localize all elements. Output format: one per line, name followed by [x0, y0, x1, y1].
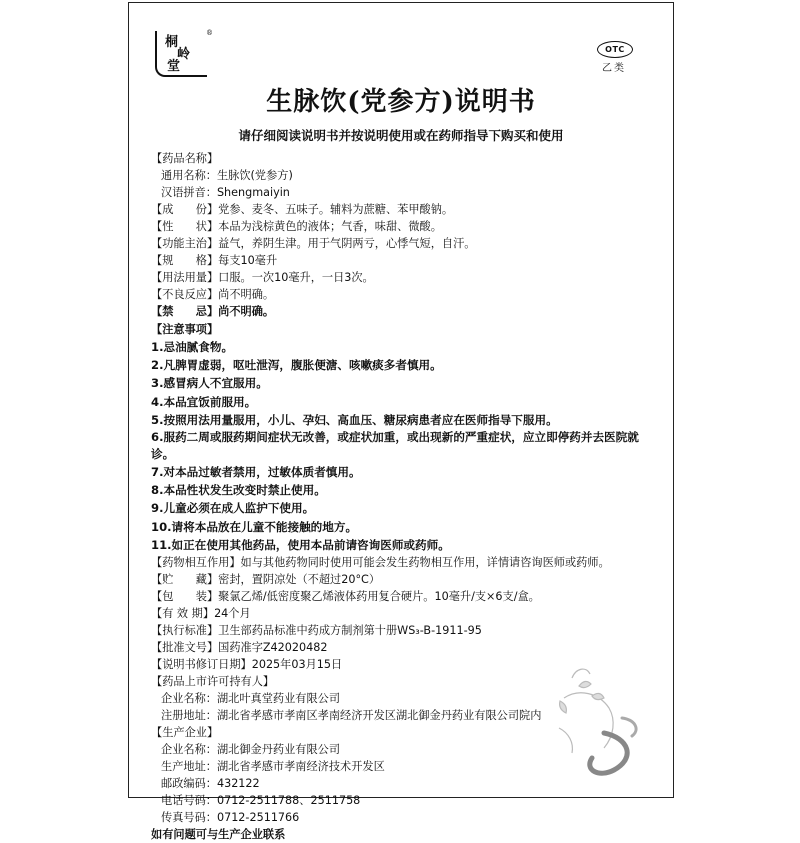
field-label: 【不良反应】 — [151, 288, 219, 301]
field-label: 注册地址： — [161, 709, 217, 723]
document-subtitle: 请仔细阅读说明书并按说明使用或在药师指导下购买和使用 — [238, 128, 564, 143]
manufacturer-heading: 【生产企业】 — [151, 726, 219, 740]
field-label: 【贮 藏】 — [151, 573, 219, 587]
field-label: 【用法用量】 — [151, 271, 219, 284]
validity-row — [151, 605, 666, 622]
field-value: 口服。一次10毫升，一日3次。 — [218, 271, 374, 284]
contra-row — [151, 303, 666, 320]
drug-name-heading: 【药品名称】 — [151, 152, 219, 165]
field-label: 【功能主治】 — [151, 237, 219, 250]
field-value: 432122 — [216, 777, 260, 791]
field-value: 益气，养阴生津。用于气阴两亏，心悸气短，自汗。 — [218, 237, 476, 250]
field-value: 湖北省孝感市孝南区孝南经济开发区湖北御金丹药业有限公司院内 — [216, 709, 542, 723]
field-label: 【药物相互作用】 — [151, 556, 241, 570]
field-label: 【执行标准】 — [151, 624, 219, 638]
field-value: 湖北御金丹药业有限公司 — [216, 743, 341, 757]
fax-row — [151, 809, 666, 826]
field-value: 湖北叶真堂药业有限公司 — [216, 692, 341, 706]
ingredients-row — [151, 201, 666, 218]
footer-note: 如有问题可与生产企业联系 — [151, 828, 286, 842]
package-row — [151, 588, 666, 605]
field-label: 汉语拼音： — [161, 186, 217, 199]
field-label: 传真号码： — [161, 811, 217, 825]
field-label: 邮政编码： — [161, 777, 217, 791]
note-item: 11.如正在使用其他药品，使用本品前请咨询医师或药师。 — [151, 537, 450, 552]
registered-mark: ® — [206, 29, 213, 37]
field-label: 通用名称： — [161, 169, 217, 182]
field-label: 【成 份】 — [151, 203, 219, 216]
decorative-plant-illustration — [544, 658, 644, 788]
standard-row — [151, 622, 666, 639]
note-item: 2.凡脾胃虚弱，呕吐泄泻，腹胀便溏、咳嗽痰多者慎用。 — [151, 358, 442, 373]
character-row — [151, 218, 666, 235]
brand-logo — [155, 29, 213, 77]
common-name-row — [151, 167, 666, 184]
field-label: 【有 效 期】 — [151, 607, 215, 621]
note-item: 3.感冒病人不宜服用。 — [151, 376, 268, 391]
field-value: 如与其他药物同时使用可能会发生药物相互作用，详情请咨询医师或药师。 — [240, 556, 610, 570]
indication-row — [151, 235, 666, 252]
field-value: 密封，置阴凉处（不超过20°C） — [218, 573, 381, 587]
field-value: 国药准字Z42020482 — [218, 641, 328, 655]
field-value: 卫生部药品标准中药成方制剂第十册WS₃-B-1911-95 — [218, 624, 482, 638]
field-value: 尚不明确。 — [218, 305, 275, 318]
note-item: 7.对本品过敏者禁用，过敏体质者慎用。 — [151, 465, 361, 480]
field-value: 0712-2511766 — [216, 811, 300, 825]
field-label: 企业名称： — [161, 743, 217, 757]
pinyin-row — [151, 184, 666, 201]
field-label: 【性 状】 — [151, 220, 219, 233]
field-value: 党参、麦冬、五味子。辅料为蔗糖、苯甲酸钠。 — [218, 203, 454, 216]
note-item: 9.儿童必须在成人监护下使用。 — [151, 501, 315, 516]
note-item: 5.按照用法用量服用，小儿、孕妇、高血压、糖尿病患者应在医师指导下服用。 — [151, 412, 558, 427]
tel-row — [151, 792, 666, 809]
field-value: 湖北省孝感市孝南经济技术开发区 — [216, 760, 385, 774]
adverse-row — [151, 286, 666, 303]
field-label: 【说明书修订日期】 — [151, 658, 252, 672]
notes-heading: 【注意事项】 — [151, 323, 219, 336]
note-item: 4.本品宜饭前服用。 — [151, 394, 257, 409]
field-value: 尚不明确。 — [218, 288, 275, 301]
field-label: 【规 格】 — [151, 254, 219, 267]
field-value: 0712-2511788、2511758 — [216, 794, 361, 808]
document-title: 生脉饮(党参方)说明书 — [266, 87, 536, 117]
field-value: 每支10毫升 — [218, 254, 278, 267]
logo-char-1: 桐 — [165, 35, 179, 50]
field-label: 企业名称： — [161, 692, 217, 706]
logo-char-3: 堂 — [167, 59, 181, 74]
note-item: 8.本品性状发生改变时禁止使用。 — [151, 483, 326, 498]
field-value: 本品为浅棕黄色的液体；气香，味甜、微酸。 — [218, 220, 442, 233]
field-label: 【包 装】 — [151, 590, 219, 604]
field-value: 2025年03月15日 — [251, 658, 343, 672]
logo-char-2: 岭 — [177, 47, 191, 62]
usage-row — [151, 269, 666, 286]
note-item: 1.忌油腻食物。 — [151, 340, 234, 354]
otc-category: 乙类 — [602, 63, 626, 74]
field-value: 生脉饮(党参方) — [216, 169, 293, 182]
field-value: Shengmaiyin — [216, 186, 290, 199]
field-label: 生产地址： — [161, 760, 217, 774]
otc-badge: OTC — [597, 41, 633, 58]
spec-row — [151, 252, 666, 269]
leaflet-sheet — [128, 2, 674, 842]
field-label: 电话号码： — [161, 794, 217, 808]
note-item: 10.请将本品放在儿童不能接触的地方。 — [151, 519, 358, 534]
approval-row — [151, 639, 666, 656]
field-value: 聚氯乙烯/低密度聚乙烯液体药用复合硬片。10毫升/支×6支/盒。 — [218, 590, 540, 604]
interaction-row — [151, 554, 666, 571]
storage-row — [151, 571, 666, 588]
holder-heading: 【药品上市许可持有人】 — [151, 675, 275, 689]
field-label: 【批准文号】 — [151, 641, 219, 655]
note-item: 6.服药二周或服药期间症状无改善，或症状加重，或出现新的严重症状，应立即停药并去医院就诊。 — [151, 430, 639, 462]
field-value: 24个月 — [214, 607, 251, 621]
field-label: 【禁 忌】 — [151, 305, 219, 318]
